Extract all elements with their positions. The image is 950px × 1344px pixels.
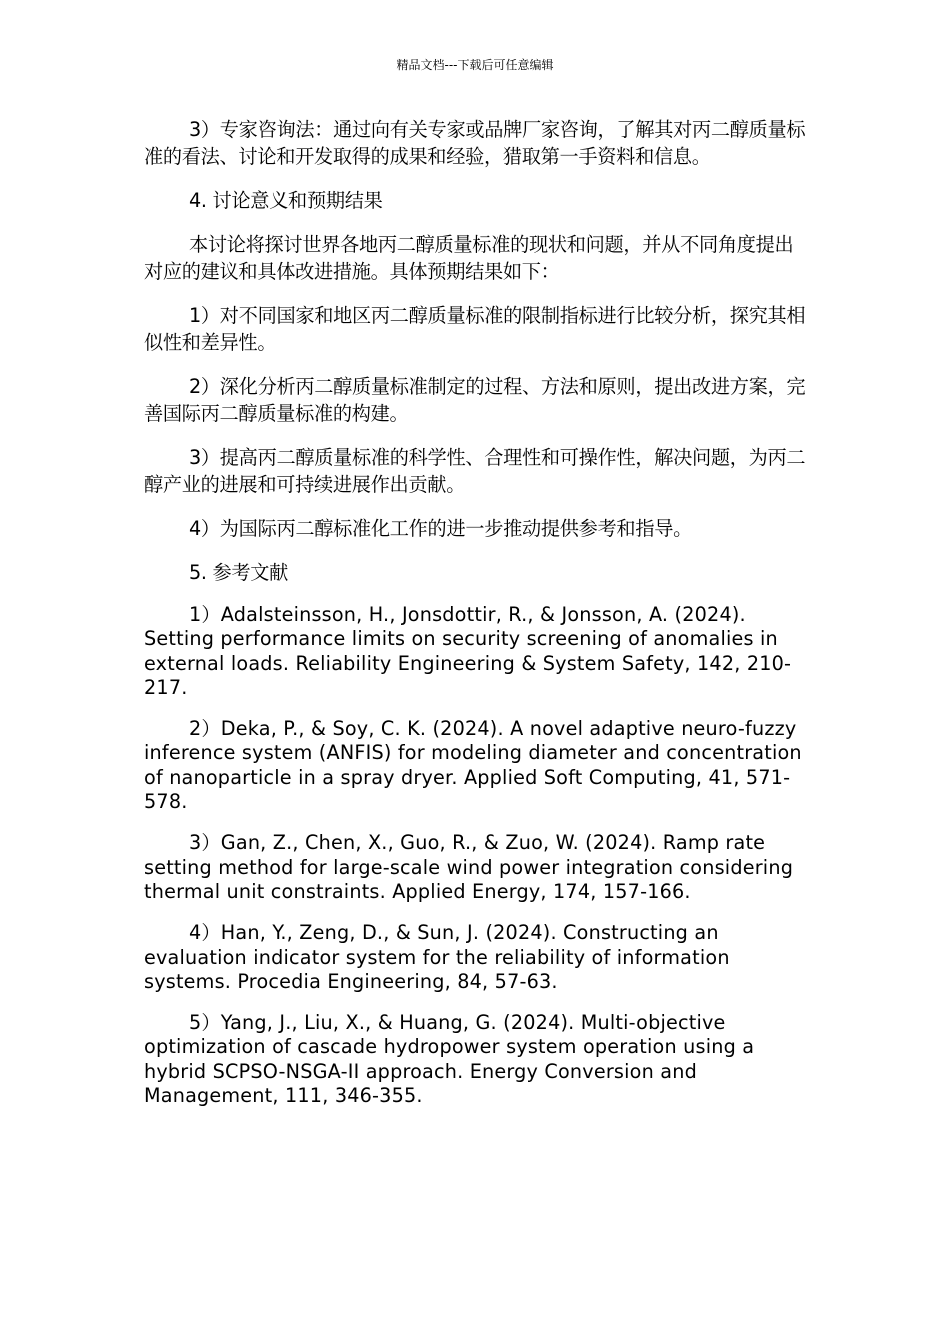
paragraph-expert-consultation: 3）专家咨询法：通过向有关专家或品牌厂家咨询，了解其对丙二醇质量标准的看法、讨论和开发取得的成果和经验，猎取第一手资料和信息。	[144, 118, 806, 168]
reference-item-2: 2）Deka, P., & Soy, C. K. (2024). A novel adaptive neuro-fuzzy inference system (ANFIS) for modeling diameter and concentration of nanoparticle in a spray dryer. Applied Soft Computing, 41, 571-578.	[144, 717, 802, 814]
reference-item-1: 1）Adalsteinsson, H., Jonsdottir, R., & Jonsson, A. (2024). Setting performance limits on security screening of anomalies in external loads. Reliability Engineering & System Safety, 142, 210-217.	[144, 603, 792, 699]
expected-result-2: 2）深化分析丙二醇质量标准制定的过程、方法和原则，提出改进方案，完善国际丙二醇质量标准的构建。	[144, 375, 806, 425]
section-heading-significance: 4. 讨论意义和预期结果	[189, 189, 383, 212]
section-heading-references: 5. 参考文献	[189, 561, 289, 584]
page-header: 精品文档---下载后可任意编辑	[396, 58, 554, 72]
document-body	[144, 116, 806, 1125]
expected-result-4: 4）为国际丙二醇标准化工作的进一步推动提供参考和指导。	[189, 517, 692, 540]
reference-item-3: 3）Gan, Z., Chen, X., Guo, R., & Zuo, W. (2024). Ramp rate setting method for large-scale wind power integration considering thermal unit constraints. Applied Energy, 174, 157-166.	[144, 831, 794, 903]
expected-result-3: 3）提高丙二醇质量标准的科学性、合理性和可操作性，解决问题，为丙二醇产业的进展和可持续进展作出贡献。	[144, 446, 806, 496]
paragraph-research-intro: 本讨论将探讨世界各地丙二醇质量标准的现状和问题，并从不同角度提出对应的建议和具体改进措施。具体预期结果如下：	[144, 233, 794, 283]
expected-result-1: 1）对不同国家和地区丙二醇质量标准的限制指标进行比较分析，探究其相似性和差异性。	[144, 304, 806, 354]
reference-item-4: 4）Han, Y., Zeng, D., & Sun, J. (2024). Constructing an evaluation indicator system for the reliability of information systems. Procedia Engineering, 84, 57-63.	[144, 921, 730, 993]
reference-item-5: 5）Yang, J., Liu, X., & Huang, G. (2024). Multi-objective optimization of cascade hydropower system operation using a hybrid SCPSO-NSGA-II approach. Energy Conversion and Management, 111, 346-355.	[144, 1011, 755, 1108]
